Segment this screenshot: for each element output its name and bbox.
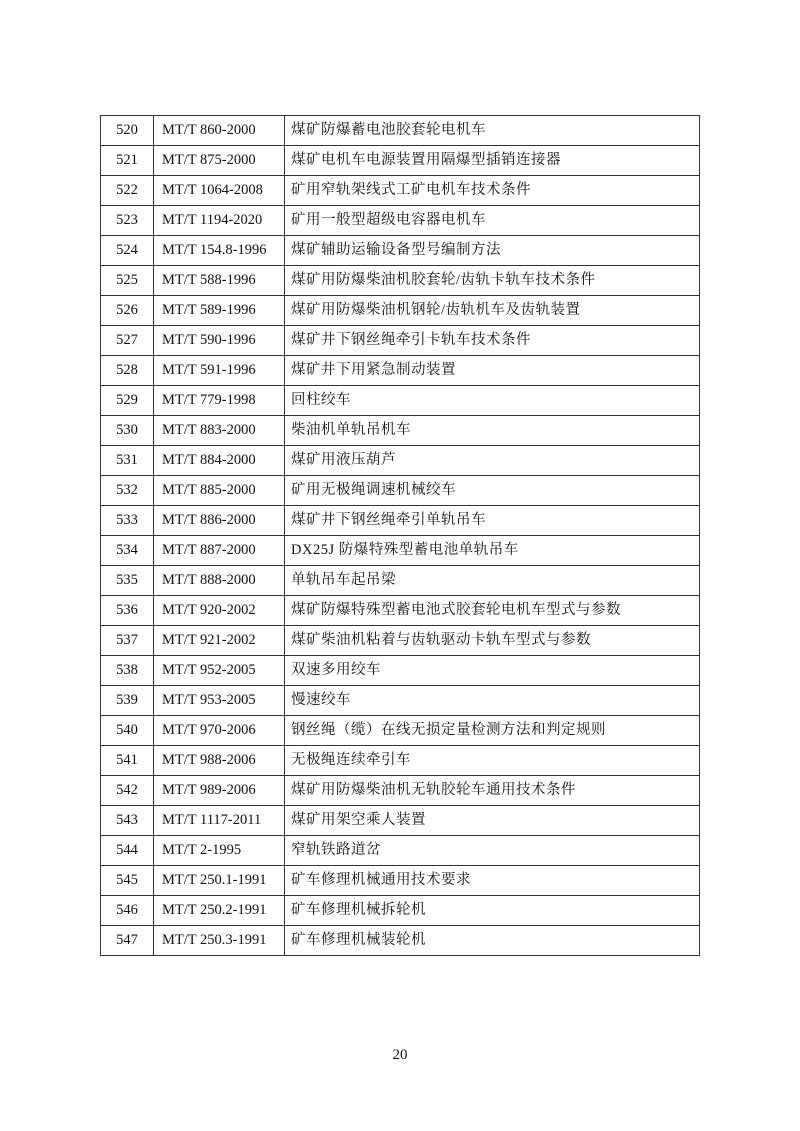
standard-name-cell: 矿用一般型超级电容器电机车: [285, 206, 700, 236]
standard-code-cell: MT/T 2-1995: [154, 836, 285, 866]
row-number-cell: 542: [101, 776, 154, 806]
standard-name-cell: 双速多用绞车: [285, 656, 700, 686]
row-number-cell: 521: [101, 146, 154, 176]
standard-name-cell: 煤矿辅助运输设备型号编制方法: [285, 236, 700, 266]
row-number-cell: 537: [101, 626, 154, 656]
standard-name-cell: 窄轨铁路道岔: [285, 836, 700, 866]
standard-code-cell: MT/T 886-2000: [154, 506, 285, 536]
row-number-cell: 544: [101, 836, 154, 866]
standard-code-cell: MT/T 887-2000: [154, 536, 285, 566]
standard-name-cell: 无极绳连续牵引车: [285, 746, 700, 776]
standard-code-cell: MT/T 1194-2020: [154, 206, 285, 236]
standard-code-cell: MT/T 885-2000: [154, 476, 285, 506]
table-row: [101, 836, 700, 866]
standard-code-cell: MT/T 591-1996: [154, 356, 285, 386]
row-number-cell: 522: [101, 176, 154, 206]
row-number-cell: 540: [101, 716, 154, 746]
standard-name-cell: 矿车修理机械拆轮机: [285, 896, 700, 926]
row-number-cell: 533: [101, 506, 154, 536]
table-row: [101, 296, 700, 326]
table-row: [101, 416, 700, 446]
standard-code-cell: MT/T 588-1996: [154, 266, 285, 296]
standard-name-cell: 煤矿井下用紧急制动装置: [285, 356, 700, 386]
standard-code-cell: MT/T 589-1996: [154, 296, 285, 326]
standard-code-cell: MT/T 883-2000: [154, 416, 285, 446]
standard-code-cell: MT/T 1117-2011: [154, 806, 285, 836]
standard-code-cell: MT/T 989-2006: [154, 776, 285, 806]
table-row: [101, 746, 700, 776]
row-number-cell: 531: [101, 446, 154, 476]
table-row: [101, 686, 700, 716]
table-row: [101, 926, 700, 956]
row-number-cell: 535: [101, 566, 154, 596]
standard-name-cell: 煤矿用液压葫芦: [285, 446, 700, 476]
standards-table: [100, 115, 700, 956]
row-number-cell: 524: [101, 236, 154, 266]
row-number-cell: 527: [101, 326, 154, 356]
standard-name-cell: 煤矿用架空乘人装置: [285, 806, 700, 836]
standards-table-body: [101, 116, 700, 956]
table-row: [101, 476, 700, 506]
table-row: [101, 866, 700, 896]
standard-code-cell: MT/T 884-2000: [154, 446, 285, 476]
table-row: [101, 506, 700, 536]
table-row: [101, 356, 700, 386]
standard-code-cell: MT/T 888-2000: [154, 566, 285, 596]
standard-code-cell: MT/T 154.8-1996: [154, 236, 285, 266]
table-row: [101, 716, 700, 746]
standard-name-cell: 柴油机单轨吊机车: [285, 416, 700, 446]
standard-name-cell: 煤矿用防爆柴油机胶套轮/齿轨卡轨车技术条件: [285, 266, 700, 296]
row-number-cell: 534: [101, 536, 154, 566]
row-number-cell: 529: [101, 386, 154, 416]
table-row: [101, 446, 700, 476]
standard-name-cell: 煤矿电机车电源装置用隔爆型插销连接器: [285, 146, 700, 176]
standard-code-cell: MT/T 250.2-1991: [154, 896, 285, 926]
table-row: [101, 626, 700, 656]
standard-code-cell: MT/T 952-2005: [154, 656, 285, 686]
table-row: [101, 236, 700, 266]
row-number-cell: 523: [101, 206, 154, 236]
standard-code-cell: MT/T 250.1-1991: [154, 866, 285, 896]
page-number: 20: [392, 1047, 408, 1063]
standard-code-cell: MT/T 970-2006: [154, 716, 285, 746]
standard-name-cell: 矿车修理机械通用技术要求: [285, 866, 700, 896]
table-row: [101, 656, 700, 686]
row-number-cell: 545: [101, 866, 154, 896]
row-number-cell: 543: [101, 806, 154, 836]
standard-code-cell: MT/T 921-2002: [154, 626, 285, 656]
standard-name-cell: 矿用窄轨架线式工矿电机车技术条件: [285, 176, 700, 206]
standard-code-cell: MT/T 953-2005: [154, 686, 285, 716]
standard-code-cell: MT/T 988-2006: [154, 746, 285, 776]
table-row: [101, 326, 700, 356]
standard-name-cell: 矿车修理机械装轮机: [285, 926, 700, 956]
table-row: [101, 146, 700, 176]
standard-name-cell: 矿用无极绳调速机械绞车: [285, 476, 700, 506]
row-number-cell: 528: [101, 356, 154, 386]
standard-code-cell: MT/T 860-2000: [154, 116, 285, 146]
row-number-cell: 546: [101, 896, 154, 926]
table-row: [101, 206, 700, 236]
standard-code-cell: MT/T 1064-2008: [154, 176, 285, 206]
table-row: [101, 386, 700, 416]
standard-name-cell: 单轨吊车起吊梁: [285, 566, 700, 596]
standard-name-cell: 煤矿用防爆柴油机无轨胶轮车通用技术条件: [285, 776, 700, 806]
table-row: [101, 896, 700, 926]
table-row: [101, 596, 700, 626]
table-row: [101, 566, 700, 596]
standard-name-cell: 煤矿防爆蓄电池胶套轮电机车: [285, 116, 700, 146]
row-number-cell: 530: [101, 416, 154, 446]
standard-code-cell: MT/T 920-2002: [154, 596, 285, 626]
table-row: [101, 116, 700, 146]
row-number-cell: 532: [101, 476, 154, 506]
row-number-cell: 536: [101, 596, 154, 626]
standard-name-cell: 回柱绞车: [285, 386, 700, 416]
table-row: [101, 176, 700, 206]
standard-name-cell: 煤矿防爆特殊型蓄电池式胶套轮电机车型式与参数: [285, 596, 700, 626]
table-row: [101, 806, 700, 836]
standard-name-cell: 煤矿柴油机粘着与齿轨驱动卡轨车型式与参数: [285, 626, 700, 656]
standard-name-cell: 钢丝绳（缆）在线无损定量检测方法和判定规则: [285, 716, 700, 746]
row-number-cell: 547: [101, 926, 154, 956]
row-number-cell: 520: [101, 116, 154, 146]
table-row: [101, 776, 700, 806]
row-number-cell: 538: [101, 656, 154, 686]
standard-name-cell: 煤矿井下钢丝绳牵引卡轨车技术条件: [285, 326, 700, 356]
standard-name-cell: 煤矿用防爆柴油机钢轮/齿轨机车及齿轨装置: [285, 296, 700, 326]
standard-code-cell: MT/T 590-1996: [154, 326, 285, 356]
row-number-cell: 526: [101, 296, 154, 326]
standard-name-cell: 煤矿井下钢丝绳牵引单轨吊车: [285, 506, 700, 536]
row-number-cell: 525: [101, 266, 154, 296]
standard-code-cell: MT/T 779-1998: [154, 386, 285, 416]
standard-name-cell: 慢速绞车: [285, 686, 700, 716]
standard-name-cell: DX25J 防爆特殊型蓄电池单轨吊车: [285, 536, 700, 566]
row-number-cell: 539: [101, 686, 154, 716]
table-row: [101, 536, 700, 566]
row-number-cell: 541: [101, 746, 154, 776]
standard-code-cell: MT/T 875-2000: [154, 146, 285, 176]
standard-code-cell: MT/T 250.3-1991: [154, 926, 285, 956]
table-row: [101, 266, 700, 296]
